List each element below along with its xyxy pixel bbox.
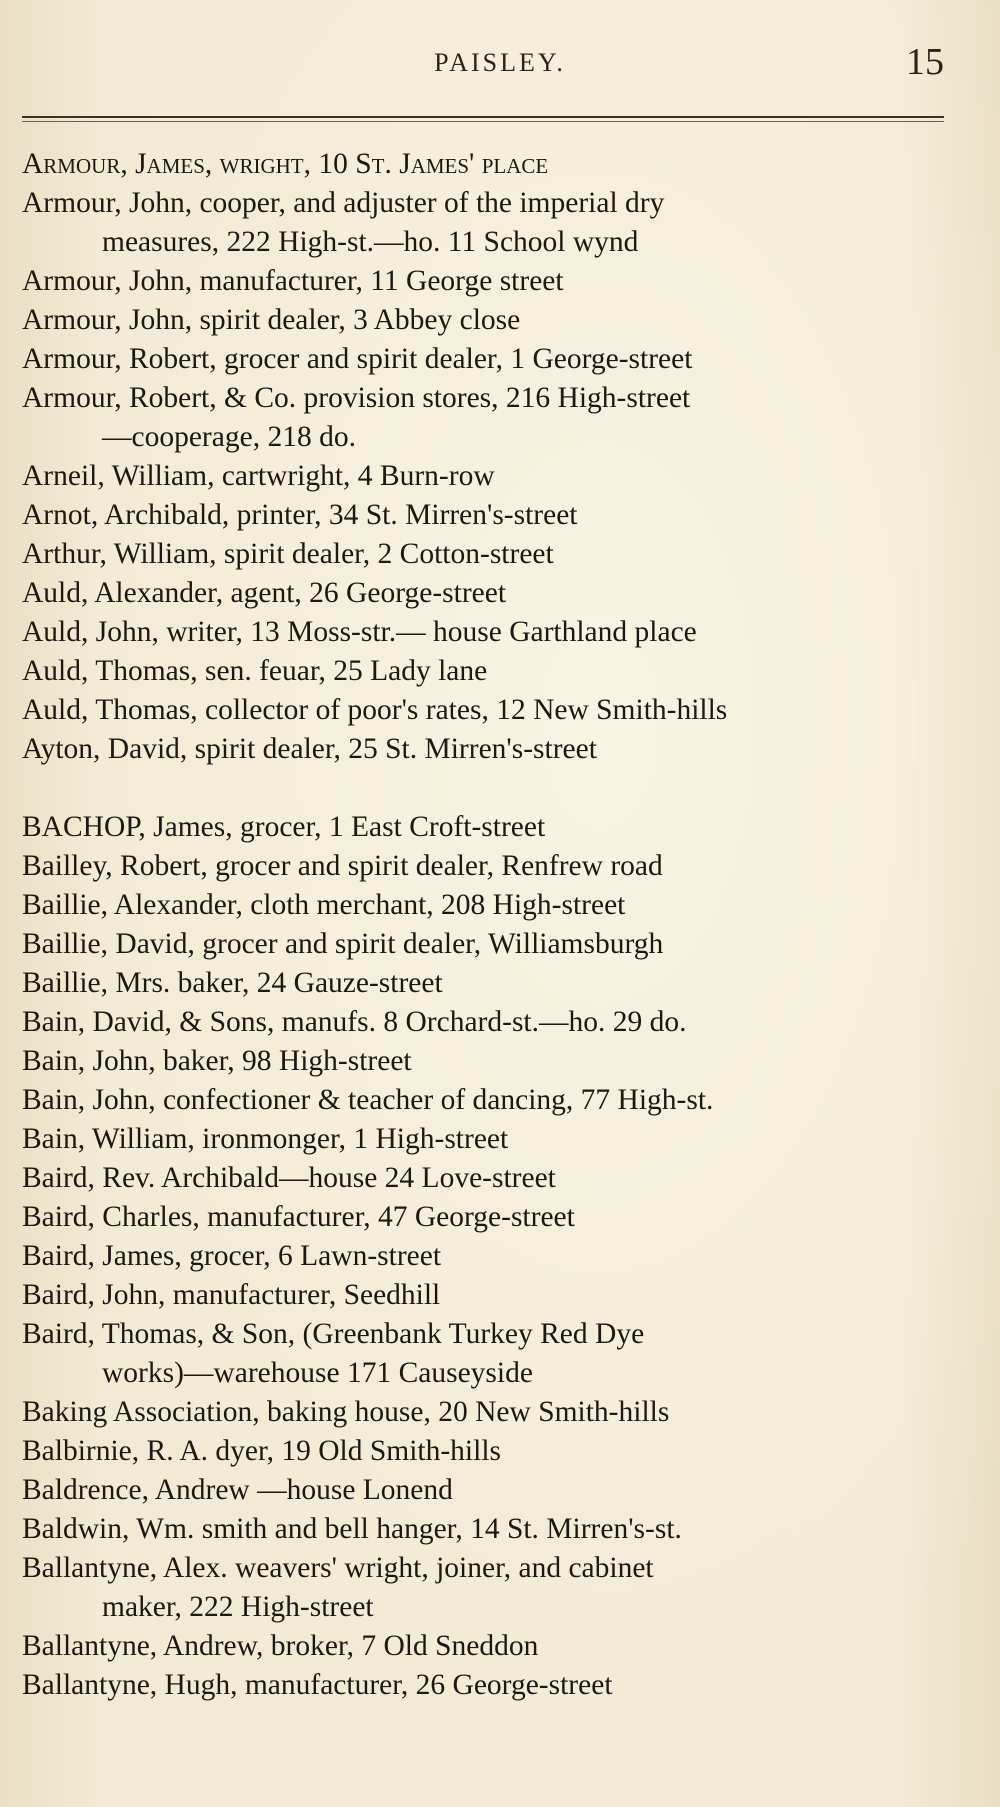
directory-entry: Bain, John, baker, 98 High-street [22,1045,412,1077]
directory-entry: Armour, Robert, grocer and spirit dealer, 1 George-street [22,343,693,375]
directory-entry: Baillie, Alexander, cloth merchant, 208 High-street [22,889,626,921]
directory-entries [22,145,962,1705]
header-rule [22,116,944,118]
directory-entry: Baking Association, baking house, 20 New Smith-hills [22,1396,670,1428]
directory-entry: Armour, John, cooper, and adjuster of the imperial dry [22,187,665,219]
directory-entry: Baldrence, Andrew —house Lonend [22,1474,453,1506]
directory-entry: Auld, John, writer, 13 Moss-str.— house Garthland place [22,616,697,648]
directory-entry: Ballantyne, Andrew, broker, 7 Old Sneddon [22,1630,539,1662]
directory-entry: Bain, John, confectioner & teacher of dancing, 77 High-st. [22,1084,714,1116]
directory-entry: Armour, John, manufacturer, 11 George street [22,265,564,297]
directory-entry-continuation: maker, 222 High-street [102,1591,374,1623]
directory-section [22,145,962,769]
directory-entry: Baldwin, Wm. smith and bell hanger, 14 St. Mirren's-st. [22,1513,682,1545]
directory-entry: Balbirnie, R. A. dyer, 19 Old Smith-hills [22,1435,502,1467]
directory-entry: Baillie, Mrs. baker, 24 Gauze-street [22,967,443,999]
directory-entry: BACHOP, James, grocer, 1 East Croft-street [22,811,546,843]
directory-section [22,808,962,1705]
directory-entry: Ballantyne, Hugh, manufacturer, 26 George-street [22,1669,613,1701]
page-number: 15 [906,41,944,83]
directory-entry: Ayton, David, spirit dealer, 25 St. Mirren's-street [22,733,597,765]
directory-entry: Armour, John, spirit dealer, 3 Abbey close [22,304,521,336]
directory-entry: Auld, Alexander, agent, 26 George-street [22,577,507,609]
page-header [0,40,1000,90]
directory-entry: Auld, Thomas, sen. feuar, 25 Lady lane [22,655,488,687]
directory-entry: Arthur, William, spirit dealer, 2 Cotton-street [22,538,554,570]
directory-entry-continuation: —cooperage, 218 do. [102,421,356,453]
directory-entry: Arnot, Archibald, printer, 34 St. Mirren's-street [22,499,578,531]
directory-entry: Baillie, David, grocer and spirit dealer, Williamsburgh [22,928,664,960]
running-title: PAISLEY. [434,48,566,77]
directory-entry: Arneil, William, cartwright, 4 Burn-row [22,460,495,492]
directory-entry: Auld, Thomas, collector of poor's rates, 12 New Smith-hills [22,694,728,726]
directory-entry: Bain, David, & Sons, manufs. 8 Orchard-st.—ho. 29 do. [22,1006,687,1038]
directory-entry: Baird, Rev. Archibald—house 24 Love-street [22,1162,556,1194]
header-rule-thin [22,121,944,122]
directory-entry-continuation: measures, 222 High-st.—ho. 11 School wynd [102,226,639,258]
directory-entry: Bain, William, ironmonger, 1 High-street [22,1123,509,1155]
directory-entry: Ballantyne, Alex. weavers' wright, joiner, and cabinet [22,1552,654,1584]
directory-entry: Armour, James, wright, 10 St. James' place [22,148,549,180]
directory-entry: Bailley, Robert, grocer and spirit dealer, Renfrew road [22,850,663,882]
directory-entry: Baird, John, manufacturer, Seedhill [22,1279,441,1311]
directory-entry: Baird, Charles, manufacturer, 47 George-street [22,1201,575,1233]
directory-entry: Baird, Thomas, & Son, (Greenbank Turkey Red Dye [22,1318,645,1350]
directory-entry: Armour, Robert, & Co. provision stores, 216 High-street [22,382,691,414]
directory-entry: Baird, James, grocer, 6 Lawn-street [22,1240,442,1272]
directory-entry-continuation: works)—warehouse 171 Causeyside [102,1357,533,1389]
